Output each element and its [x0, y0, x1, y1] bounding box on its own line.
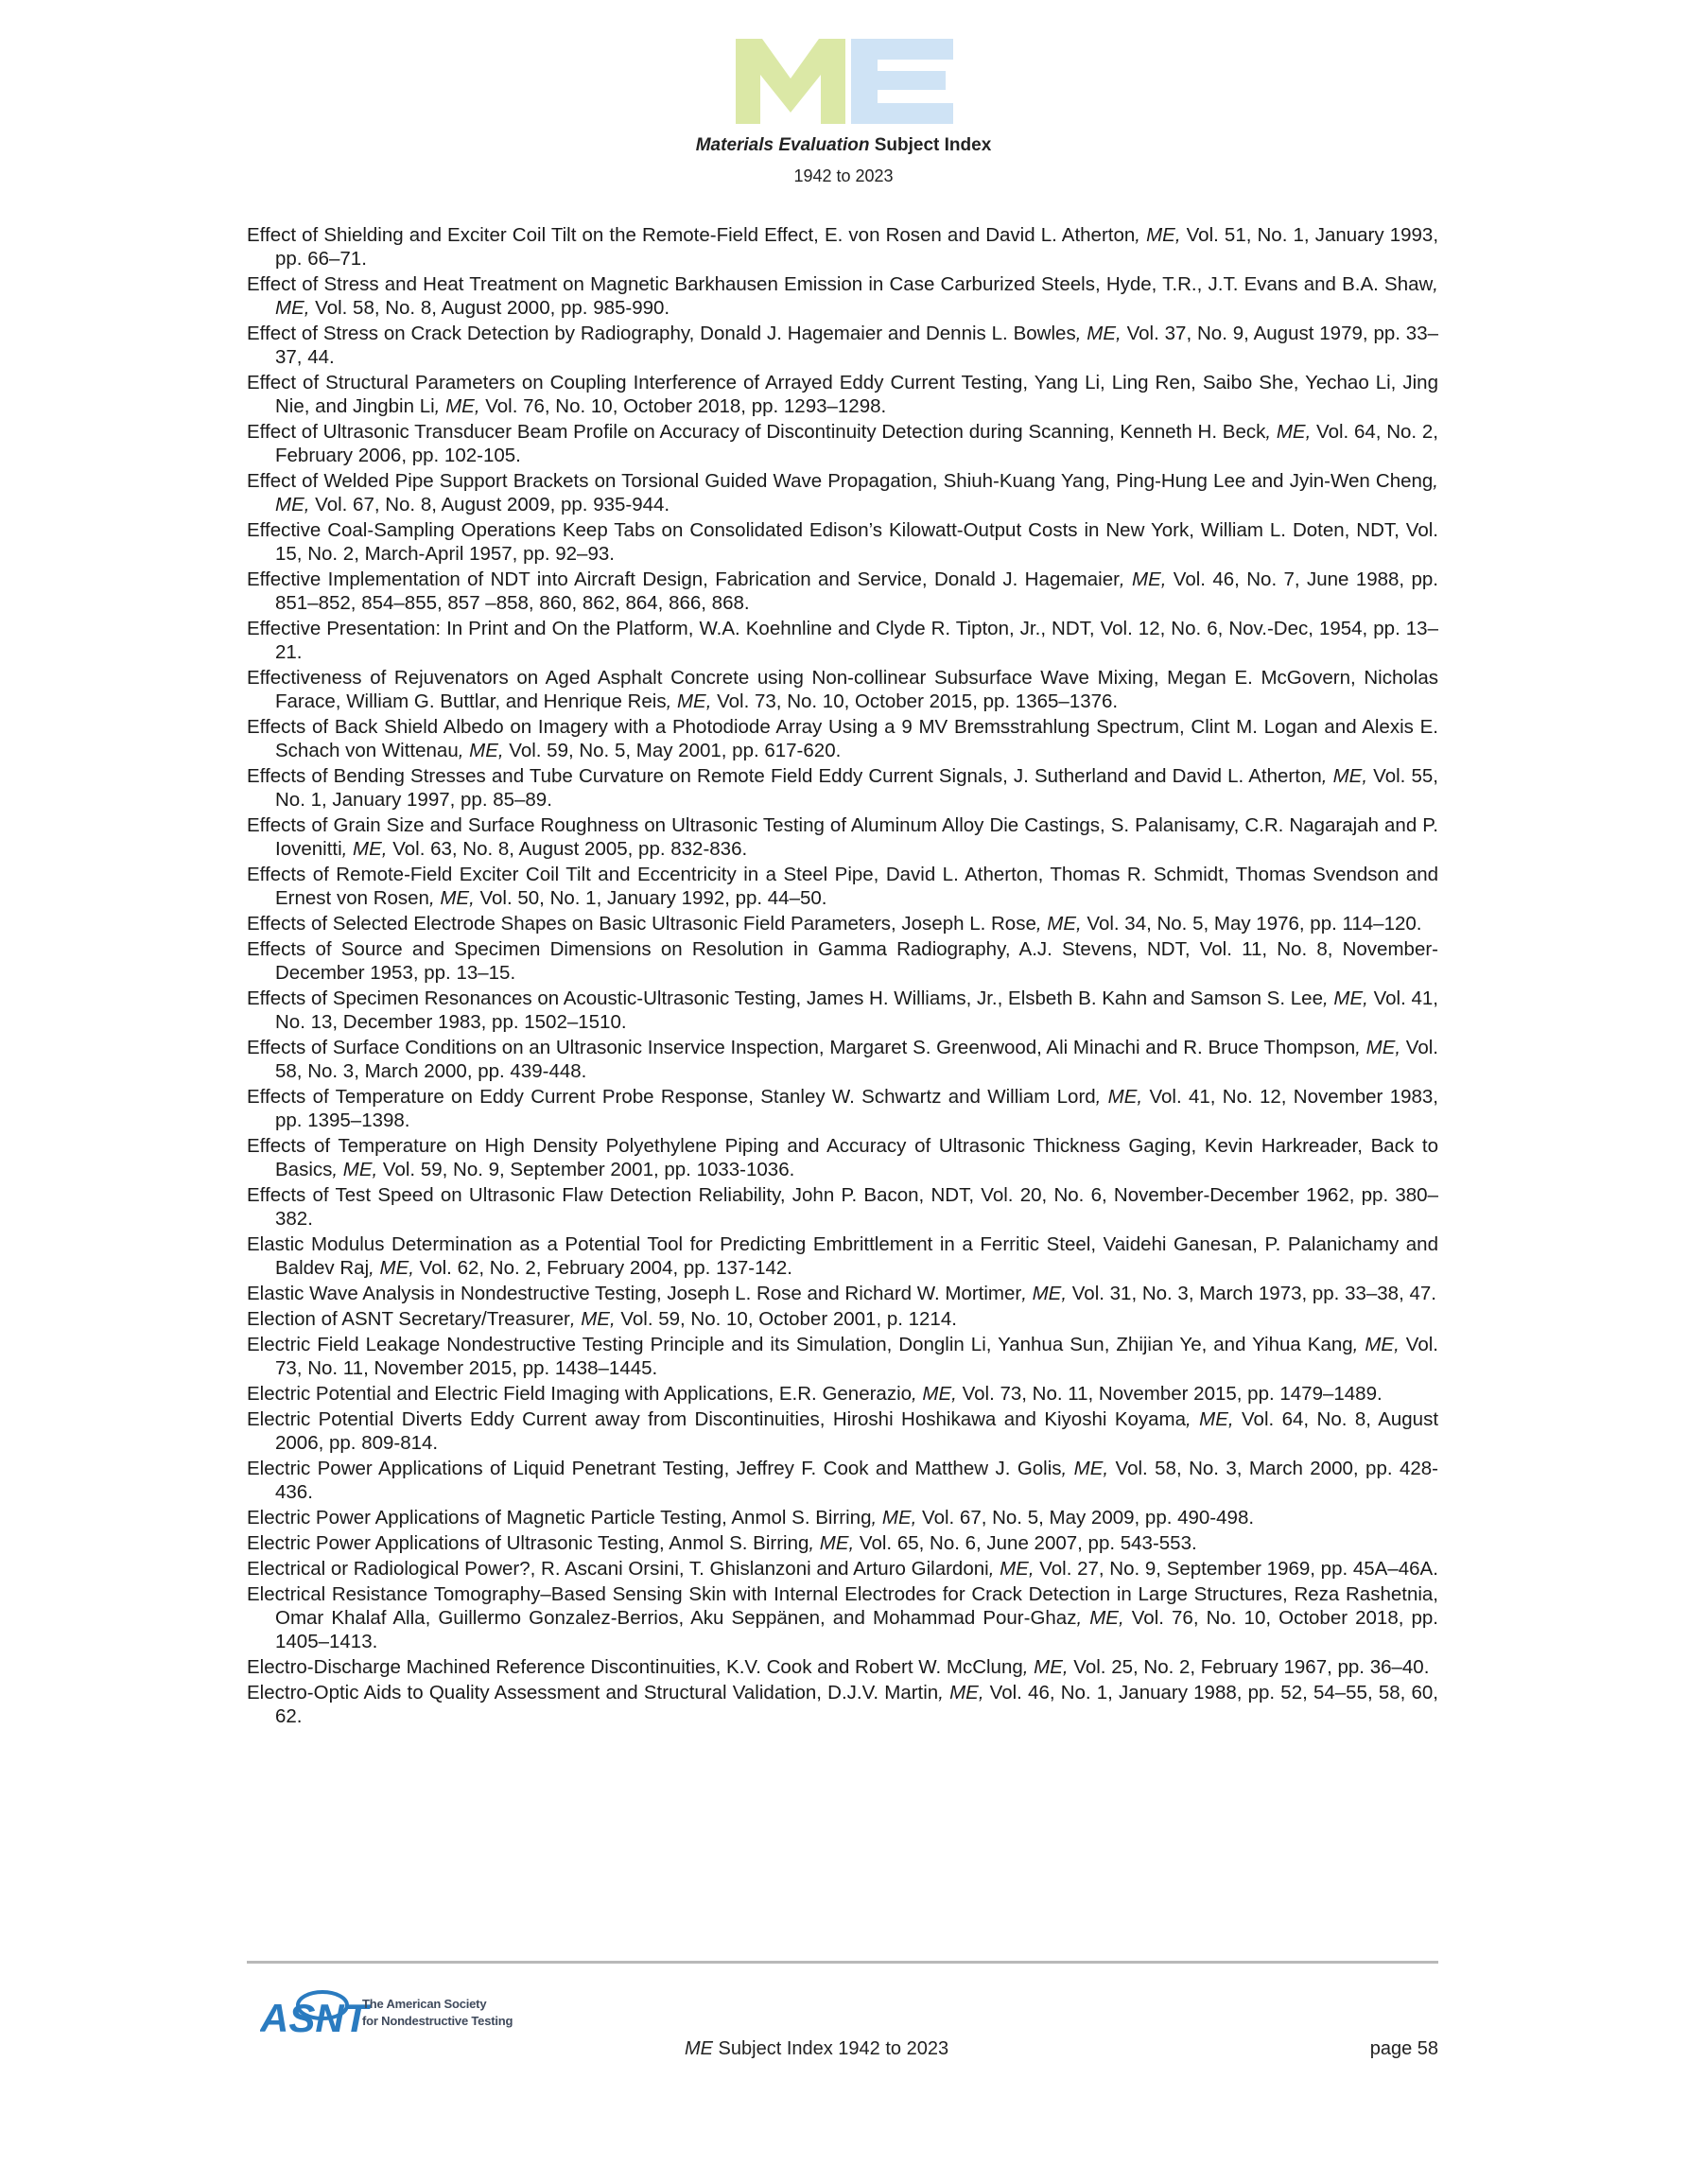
entry-text: Electric Potential Diverts Eddy Current away from Discontinuities, Hiroshi Hoshikawa and Kiyoshi Koyama	[247, 1408, 1187, 1430]
entry-journal: , ME,	[1095, 1086, 1143, 1108]
index-entry	[247, 1407, 1438, 1455]
entry-citation: Vol. 31, No. 3, March 1973, pp. 33–38, 47.	[1067, 1283, 1436, 1304]
asnt-name-line1: The American Society	[362, 1997, 487, 2011]
index-title-rest: Subject Index	[869, 135, 992, 155]
footer-title	[685, 2038, 948, 2060]
entry-text: Effect of Stress on Crack Detection by Radiography, Donald J. Hagemaier and Dennis L. Bowles	[247, 323, 1076, 344]
entry-text: Effect of Shielding and Exciter Coil Tilt on the Remote-Field Effect, E. von Rosen and David L. Atherton	[247, 224, 1136, 246]
entry-text: Effect of Ultrasonic Transducer Beam Profile on Accuracy of Discontinuity Detection during Scanning, Kenneth H. Beck	[247, 421, 1266, 443]
entry-journal: , ME,	[1076, 1607, 1124, 1629]
page-number: page 58	[1369, 2038, 1438, 2059]
entry-citation: Vol. 64, No. 8, August 2006, pp. 809-814.	[275, 1408, 1439, 1454]
asnt-name-line2: for Nondestructive Testing	[362, 2014, 513, 2028]
entry-text: Electrical or Radiological Power?, R. Ascani Orsini, T. Ghislanzoni and Arturo Gilardoni	[247, 1558, 989, 1580]
entry-journal: , ME,	[871, 1507, 917, 1529]
entry-journal: , ME,	[1075, 323, 1122, 344]
footer-title-journal: ME	[685, 2038, 713, 2059]
index-entry	[247, 863, 1438, 910]
entry-journal: , ME,	[1061, 1458, 1109, 1479]
entry-citation: Vol. 73, No. 11, November 2015, pp. 1479–1489.	[956, 1383, 1383, 1405]
entry-citation: Vol. 55, No. 1, January 1997, pp. 85–89.	[275, 765, 1438, 811]
entry-citation: Vol. 46, No. 7, June 1988, pp. 851–852, 854–855, 857 –858, 860, 862, 864, 866, 868.	[275, 568, 1438, 614]
index-entry	[247, 223, 1438, 271]
entry-journal: , ME,	[1035, 913, 1082, 935]
svg-text:ASNT: ASNT	[260, 1996, 369, 2040]
entry-journal: , ME,	[434, 395, 480, 417]
entry-journal: , ME,	[458, 740, 504, 761]
entry-journal: , ME,	[1265, 421, 1312, 443]
index-entry	[247, 987, 1438, 1034]
entry-citation: Vol. 67, No. 8, August 2009, pp. 935-944.	[309, 494, 670, 515]
footer-title-rest: Subject Index 1942 to 2023	[713, 2038, 949, 2059]
entry-journal: , ME,	[275, 470, 1438, 515]
entry-citation: Vol. 58, No. 3, March 2000, pp. 439-448.	[275, 1037, 1438, 1082]
index-entry	[247, 518, 1438, 566]
entry-citation: Vol. 76, No. 10, October 2018, pp. 1405–1413.	[275, 1607, 1438, 1652]
entry-citation: Vol. 51, No. 1, January 1993, pp. 66–71.	[275, 224, 1439, 270]
index-years: 1942 to 2023	[793, 166, 894, 185]
entry-text: Effects of Source and Specimen Dimensions on Resolution in Gamma Radiography, A.J. Stevens, NDT, Vol. 11, No. 8, November-December 1953, pp. 13–15.	[247, 938, 1438, 984]
entry-journal: , ME,	[1135, 224, 1181, 246]
entry-text: Effective Coal-Sampling Operations Keep Tabs on Consolidated Edison’s Kilowatt-Output Costs in New York, William L. Doten, NDT, Vol. 15, No. 2, March-April 1957, pp. 92–93.	[247, 519, 1438, 565]
index-entry	[247, 1183, 1438, 1231]
entry-text: Electric Power Applications of Magnetic Particle Testing, Anmol S. Birring	[247, 1507, 872, 1529]
index-entry	[247, 272, 1438, 320]
entry-text: Effects of Bending Stresses and Tube Curvature on Remote Field Eddy Current Signals, J. Sutherland and David L. Atherton	[247, 765, 1322, 787]
me-logo	[736, 39, 953, 124]
entry-text: Effects of Temperature on Eddy Current Probe Response, Stanley W. Schwartz and William Lord	[247, 1086, 1096, 1108]
entry-citation: Vol. 73, No. 10, October 2015, pp. 1365–1376.	[711, 690, 1119, 712]
entry-journal: , ME,	[912, 1383, 957, 1405]
entry-text: Effects of Surface Conditions on an Ultrasonic Inservice Inspection, Margaret S. Greenwood, Ali Minachi and R. Bruce Thompson	[247, 1037, 1356, 1058]
index-entry	[247, 322, 1438, 369]
entry-journal: , ME,	[1119, 568, 1167, 590]
index-entry	[247, 912, 1438, 935]
index-entry	[247, 617, 1438, 664]
entry-citation: Vol. 63, No. 8, August 2005, pp. 832-836.	[387, 838, 748, 860]
index-entry	[247, 1457, 1438, 1504]
index-entry	[247, 1282, 1438, 1305]
index-entry	[247, 568, 1438, 615]
entry-citation: Vol. 27, No. 9, September 1969, pp. 45A–46A.	[1034, 1558, 1438, 1580]
entry-text: Effects of Specimen Resonances on Acoustic-Ultrasonic Testing, James H. Williams, Jr., Elsbeth B. Kahn and Samson S. Lee	[247, 987, 1323, 1009]
entry-citation: Vol. 34, No. 5, May 1976, pp. 114–120.	[1081, 913, 1422, 935]
entry-text: Effect of Welded Pipe Support Brackets on Torsional Guided Wave Propagation, Shiuh-Kuang Yang, Ping-Hung Lee and Jyin-Wen Cheng	[247, 470, 1434, 492]
entry-journal: , ME,	[809, 1532, 855, 1554]
entry-journal: , ME,	[938, 1682, 984, 1704]
entry-text: Election of ASNT Secretary/Treasurer	[247, 1308, 570, 1330]
entry-citation: Vol. 58, No. 8, August 2000, pp. 985-990.	[309, 297, 670, 319]
index-entry	[247, 1307, 1438, 1331]
entry-text: Electric Potential and Electric Field Imaging with Applications, E.R. Generazio	[247, 1383, 913, 1405]
entry-citation: Vol. 41, No. 12, November 1983, pp. 1395–1398.	[275, 1086, 1438, 1131]
entry-journal: , ME,	[332, 1159, 378, 1180]
index-entry	[247, 1681, 1438, 1728]
index-entry-list	[247, 223, 1438, 1730]
entry-text: Effects of Remote-Field Exciter Coil Tilt and Eccentricity in a Steel Pipe, David L. Atherton, Thomas R. Schmidt, Thomas Svendson and Ernest von Rosen	[247, 864, 1438, 909]
index-entry	[247, 1582, 1438, 1653]
entry-citation: Vol. 59, No. 5, May 2001, pp. 617-620.	[503, 740, 842, 761]
index-entry	[247, 764, 1438, 812]
entry-text: Electro-Optic Aids to Quality Assessment and Structural Validation, D.J.V. Martin	[247, 1682, 939, 1704]
entry-citation: Vol. 59, No. 10, October 2001, p. 1214.	[615, 1308, 957, 1330]
entry-citation: Vol. 37, No. 9, August 1979, pp. 33–37, 44.	[275, 323, 1439, 368]
entry-text: Effects of Temperature on High Density Polyethylene Piping and Accuracy of Ultrasonic Thickness Gaging, Kevin Harkreader, Back to Basics	[247, 1135, 1438, 1180]
index-entry	[247, 1232, 1438, 1280]
entry-text: Electro-Discharge Machined Reference Discontinuities, K.V. Cook and Robert W. McClung	[247, 1656, 1023, 1678]
index-entry	[247, 1655, 1438, 1679]
entry-text: Effect of Stress and Heat Treatment on Magnetic Barkhausen Emission in Case Carburized Steels, Hyde, T.R., J.T. Evans and B.A. Shaw	[247, 273, 1434, 295]
entry-journal: , ME,	[275, 273, 1438, 319]
entry-text: Electric Power Applications of Ultrasonic Testing, Anmol S. Birring	[247, 1532, 809, 1554]
index-entry	[247, 1531, 1438, 1555]
index-entry	[247, 1134, 1438, 1181]
index-entry	[247, 1085, 1438, 1132]
index-entry	[247, 469, 1438, 516]
entry-journal: , ME,	[1022, 1656, 1069, 1678]
index-entry	[247, 371, 1438, 418]
entry-citation: Vol. 58, No. 3, March 2000, pp. 428-436.	[275, 1458, 1438, 1503]
entry-citation: Vol. 46, No. 1, January 1988, pp. 52, 54–55, 58, 60, 62.	[275, 1682, 1438, 1727]
entry-journal: , ME,	[1352, 1334, 1400, 1355]
index-entry	[247, 1036, 1438, 1083]
index-entry	[247, 1506, 1438, 1529]
index-entry	[247, 1557, 1438, 1581]
index-title	[0, 135, 1687, 156]
entry-journal: , ME,	[569, 1308, 616, 1330]
index-entry	[247, 666, 1438, 713]
entry-journal: , ME,	[1186, 1408, 1234, 1430]
entry-text: Effects of Test Speed on Ultrasonic Flaw Detection Reliability, John P. Bacon, NDT, Vol. 20, No. 6, November-December 1962, pp. 380–382.	[247, 1184, 1438, 1230]
entry-text: Electric Field Leakage Nondestructive Testing Principle and its Simulation, Donglin Li, Yanhua Sun, Zhijian Ye, and Yihua Kang	[247, 1334, 1353, 1355]
entry-citation: Vol. 25, No. 2, February 1967, pp. 36–40.	[1068, 1656, 1430, 1678]
entry-citation: Vol. 67, No. 5, May 2009, pp. 490-498.	[916, 1507, 1255, 1529]
index-entry	[247, 813, 1438, 861]
index-title-journal: Materials Evaluation	[695, 135, 870, 155]
index-entry	[247, 937, 1438, 985]
entry-citation: Vol. 73, No. 11, November 2015, pp. 1438–1445.	[275, 1334, 1438, 1379]
entry-citation: Vol. 64, No. 2, February 2006, pp. 102-105.	[275, 421, 1438, 466]
entry-text: Effective Presentation: In Print and On the Platform, W.A. Koehnline and Clyde R. Tipton, Jr., NDT, Vol. 12, No. 6, Nov.-Dec, 1954, pp. 13–21.	[247, 618, 1438, 663]
entry-citation: Vol. 65, No. 6, June 2007, pp. 543-553.	[854, 1532, 1197, 1554]
entry-journal: , ME,	[666, 690, 712, 712]
index-entry	[247, 1333, 1438, 1380]
index-entry	[247, 1382, 1438, 1406]
entry-text: Effect of Structural Parameters on Coupling Interference of Arrayed Eddy Current Testing, Yang Li, Ling Ren, Saibo She, Yechao Li, Jing Nie, and Jingbin Li	[247, 372, 1438, 417]
entry-journal: , ME,	[988, 1558, 1035, 1580]
entry-text: Effectiveness of Rejuvenators on Aged Asphalt Concrete using Non-collinear Subsurface Wave Mixing, Megan E. McGovern, Nicholas Farace, William G. Buttlar, and Henrique Reis	[247, 667, 1438, 712]
entry-text: Electric Power Applications of Liquid Penetrant Testing, Jeffrey F. Cook and Matthew J. Golis	[247, 1458, 1062, 1479]
entry-journal: , ME,	[369, 1257, 414, 1279]
entry-text: Effects of Back Shield Albedo on Imagery with a Photodiode Array Using a 9 MV Bremsstrahlung Spectrum, Clint M. Logan and Alexis E. Schach von Wittenau	[247, 716, 1438, 761]
entry-journal: , ME,	[1321, 765, 1368, 787]
footer-divider	[247, 1961, 1438, 1964]
index-entry	[247, 420, 1438, 467]
entry-citation: Vol. 62, No. 2, February 2004, pp. 137-142.	[413, 1257, 792, 1279]
entry-citation: Vol. 50, No. 1, January 1992, pp. 44–50.	[474, 887, 827, 909]
entry-journal: , ME,	[1355, 1037, 1401, 1058]
entry-citation: Vol. 59, No. 9, September 2001, pp. 1033-1036.	[377, 1159, 795, 1180]
entry-journal: , ME,	[1322, 987, 1368, 1009]
entry-text: Effective Implementation of NDT into Aircraft Design, Fabrication and Service, Donald J. Hagemaier	[247, 568, 1120, 590]
entry-text: Elastic Wave Analysis in Nondestructive Testing, Joseph L. Rose and Richard W. Mortimer	[247, 1283, 1022, 1304]
entry-journal: , ME,	[341, 838, 388, 860]
entry-text: Effects of Grain Size and Surface Roughness on Ultrasonic Testing of Aluminum Alloy Die Castings, S. Palanisamy, C.R. Nagarajah and P. Iovenitti	[247, 814, 1438, 860]
entry-text: Effects of Selected Electrode Shapes on Basic Ultrasonic Field Parameters, Joseph L. Rose	[247, 913, 1036, 935]
entry-text: Electrical Resistance Tomography–Based Sensing Skin with Internal Electrodes for Crack Detection in Large Structures, Reza Rashetnia, Omar Khalaf Alla, Guillermo Gonzalez-Berrios, Aku Seppänen, and Mohammad Pour-Ghaz	[247, 1583, 1438, 1629]
entry-journal: , ME,	[428, 887, 475, 909]
entry-journal: , ME,	[1021, 1283, 1068, 1304]
entry-citation: Vol. 41, No. 13, December 1983, pp. 1502–1510.	[275, 987, 1438, 1033]
index-entry	[247, 715, 1438, 762]
entry-citation: Vol. 76, No. 10, October 2018, pp. 1293–1298.	[479, 395, 887, 417]
entry-text: Elastic Modulus Determination as a Potential Tool for Predicting Embrittlement in a Ferritic Steel, Vaidehi Ganesan, P. Palanichamy and Baldev Raj	[247, 1233, 1438, 1279]
